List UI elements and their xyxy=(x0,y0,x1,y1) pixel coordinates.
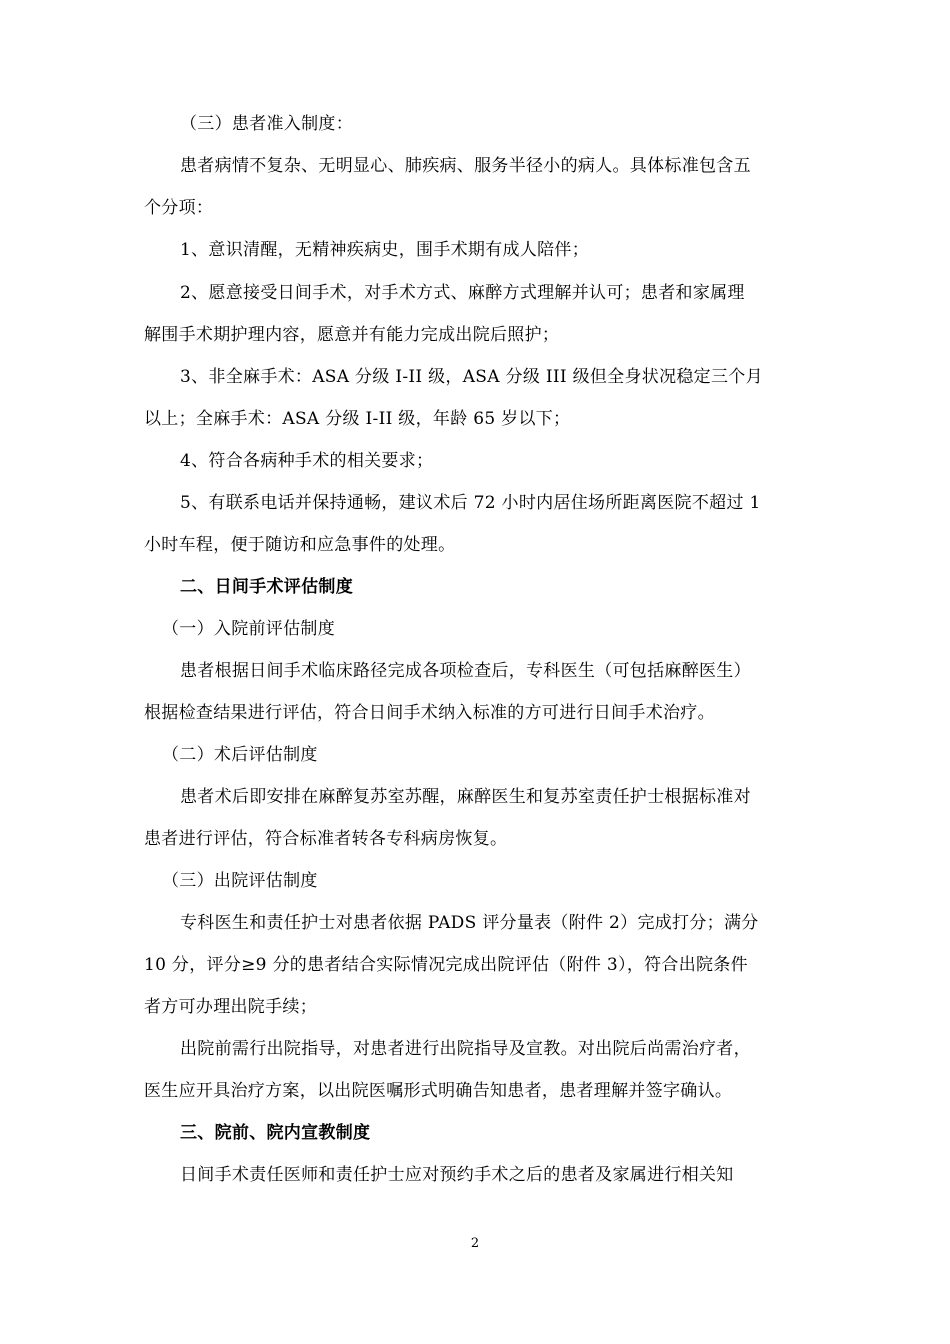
paragraph-line: 者方可办理出院手续； xyxy=(144,997,317,1017)
paragraph-line: 日间手术责任医师和责任护士应对预约手术之后的患者及家属进行相关知 xyxy=(180,1165,734,1185)
subsection-heading-admission: （三）患者准入制度： xyxy=(180,114,353,134)
section-heading-evaluation: 二、日间手术评估制度 xyxy=(180,577,353,597)
subsection-heading-post-op: （二）术后评估制度 xyxy=(162,745,318,765)
section-heading-education: 三、院前、院内宣教制度 xyxy=(180,1123,371,1143)
list-item-4: 4、符合各病种手术的相关要求； xyxy=(180,451,434,471)
subsection-heading-pre-admission: （一）入院前评估制度 xyxy=(162,619,335,639)
paragraph-line: 个分项： xyxy=(144,198,214,218)
paragraph-line: 10 分，评分≥9 分的患者结合实际情况完成出院评估（附件 3），符合出院条件 xyxy=(144,955,748,975)
paragraph-line: 患者进行评估，符合标准者转各专科病房恢复。 xyxy=(144,829,508,849)
list-item-1: 1、意识清醒，无精神疾病史，围手术期有成人陪伴； xyxy=(180,240,590,260)
paragraph-line: 患者根据日间手术临床路径完成各项检查后，专科医生（可包括麻醉医生） xyxy=(180,661,751,681)
list-item-2-cont: 解围手术期护理内容，愿意并有能力完成出院后照护； xyxy=(144,325,560,345)
paragraph-line: 专科医生和责任护士对患者依据 PADS 评分量表（附件 2）完成打分；满分 xyxy=(180,913,759,933)
paragraph-line: 出院前需行出院指导，对患者进行出院指导及宣教。对出院后尚需治疗者， xyxy=(180,1039,751,1059)
paragraph-line: 患者术后即安排在麻醉复苏室苏醒，麻醉医生和复苏室责任护士根据标准对 xyxy=(180,787,751,807)
page-number: 2 xyxy=(470,1236,480,1251)
list-item-3: 3、非全麻手术：ASA 分级 I-II 级，ASA 分级 III 级但全身状况稳定三个月 xyxy=(180,367,763,387)
paragraph-line: 患者病情不复杂、无明显心、肺疾病、服务半径小的病人。具体标准包含五 xyxy=(180,156,751,176)
paragraph-line: 根据检查结果进行评估，符合日间手术纳入标准的方可进行日间手术治疗。 xyxy=(144,703,715,723)
subsection-heading-discharge: （三）出院评估制度 xyxy=(162,871,318,891)
list-item-5: 5、有联系电话并保持通畅，建议术后 72 小时内居住场所距离医院不超过 1 xyxy=(180,493,761,513)
list-item-3-cont: 以上；全麻手术：ASA 分级 I-II 级，年龄 65 岁以下； xyxy=(144,409,571,429)
list-item-5-cont: 小时车程，便于随访和应急事件的处理。 xyxy=(144,535,456,555)
paragraph-line: 医生应开具治疗方案，以出院医嘱形式明确告知患者，患者理解并签字确认。 xyxy=(144,1081,733,1101)
list-item-2: 2、愿意接受日间手术，对手术方式、麻醉方式理解并认可；患者和家属理 xyxy=(180,283,745,303)
